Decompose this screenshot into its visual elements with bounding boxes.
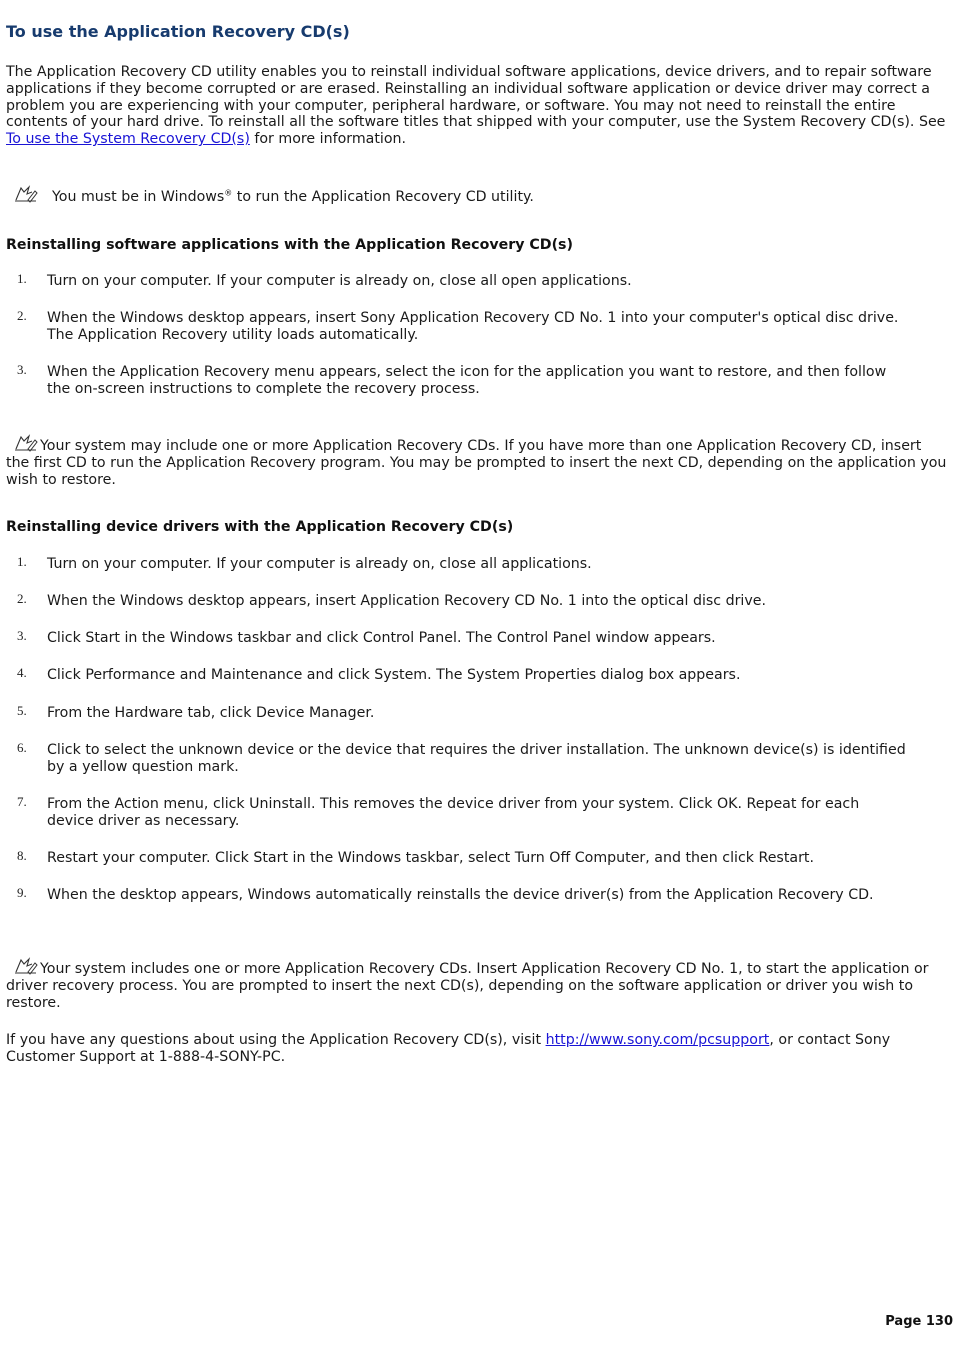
intro-paragraph: [6, 64, 948, 148]
step-text: Restart your computer. Click Start in the Windows taskbar, select Turn Off Computer, and then click Restart.: [47, 850, 814, 866]
sony-support-link[interactable]: http://www.sony.com/pcsupport: [545, 1032, 770, 1048]
note1-text-after: to run the Application Recovery CD utility.: [232, 189, 534, 205]
note2-text: Your system may include one or more Application Recovery CDs. If you have more than one Application Recovery CD, insert the first CD to run the Application Recovery program. You may be prompted to insert the next CD, depending on the application you wish to restore.: [6, 438, 947, 488]
step-text: Turn on your computer. If your computer is already on, close all open applications.: [47, 273, 632, 289]
step-text: Click Performance and Maintenance and click System. The System Properties dialog box appears.: [47, 667, 741, 683]
note-pencil-icon: [14, 957, 38, 975]
page-number: Page 130: [885, 1314, 953, 1329]
step-text: From the Hardware tab, click Device Manager.: [47, 705, 375, 721]
note-pencil-icon: [14, 434, 38, 452]
section-heading-software: Reinstalling software applications with the Application Recovery CD(s): [6, 237, 573, 253]
system-recovery-link[interactable]: To use the System Recovery CD(s): [6, 131, 250, 148]
step-number: 1.: [17, 271, 27, 286]
step-text: Click Start in the Windows taskbar and click Control Panel. The Control Panel window appears.: [47, 630, 716, 646]
step-number: 7.: [17, 794, 27, 809]
step-text: When the Windows desktop appears, insert Sony Application Recovery CD No. 1 into your computer's optical disc drive. The Application Recovery utility loads automatically.: [47, 310, 899, 343]
step-text: Turn on your computer. If your computer is already on, close all applications.: [47, 556, 592, 572]
note-windows-required: [14, 185, 954, 206]
step-number: 2.: [17, 308, 27, 323]
step-number: 6.: [17, 740, 27, 755]
closing-paragraph: [6, 1032, 948, 1066]
step-text: When the desktop appears, Windows automatically reinstalls the device driver(s) from the Application Recovery CD.: [47, 887, 874, 903]
closing-text-after: , or contact Sony Customer Support at 1-888-4-SONY-PC.: [6, 1032, 891, 1065]
note1-text-before: You must be in Windows: [52, 189, 225, 205]
step-text: Click to select the unknown device or the device that requires the driver installation. The unknown device(s) is identified by a yellow question mark.: [47, 742, 906, 775]
registered-mark: ®: [224, 188, 233, 198]
step-number: 8.: [17, 848, 27, 863]
closing-text-before: If you have any questions about using the Application Recovery CD(s), visit: [6, 1032, 546, 1048]
step-number: 5.: [17, 703, 27, 718]
step-number: 2.: [17, 591, 27, 606]
note3-text: Your system includes one or more Application Recovery CDs. Insert Application Recovery CD No. 1, to start the application or driver recovery process. You are prompted to insert the next CD(s), depending on the software application or driver you wish to restore.: [6, 961, 929, 1011]
step-number: 3.: [17, 628, 27, 643]
section-heading-drivers: Reinstalling device drivers with the Application Recovery CD(s): [6, 519, 514, 535]
note-driver-cds: [6, 957, 948, 1011]
step-number: 9.: [17, 885, 27, 900]
step-text: When the Windows desktop appears, insert Application Recovery CD No. 1 into the optical disc drive.: [47, 593, 767, 609]
intro-text-after: for more information.: [249, 131, 407, 148]
step-text: When the Application Recovery menu appears, select the icon for the application you want to restore, and then follow the on-screen instructions to complete the recovery process.: [47, 364, 887, 397]
step-text: From the Action menu, click Uninstall. This removes the device driver from your system. Click OK. Repeat for each device driver as necessary.: [47, 796, 860, 829]
page-title: To use the Application Recovery CD(s): [6, 22, 350, 41]
step-number: 3.: [17, 362, 27, 377]
note-multiple-cds: [6, 434, 948, 488]
note-pencil-icon: [14, 185, 38, 203]
step-number: 4.: [17, 665, 27, 680]
intro-text-before: The Application Recovery CD utility enables you to reinstall individual software applications, device drivers, and to repair software applications if they become corrupted or are erased. Reinstalling an individual software application or device driver may correct a problem you are experiencing with your computer, peripheral hardware, or software. You may not need to reinstall the entire contents of your hard drive. To reinstall all the software titles that shipped with your computer, use the System Recovery CD(s). See: [6, 64, 946, 131]
step-number: 1.: [17, 554, 27, 569]
